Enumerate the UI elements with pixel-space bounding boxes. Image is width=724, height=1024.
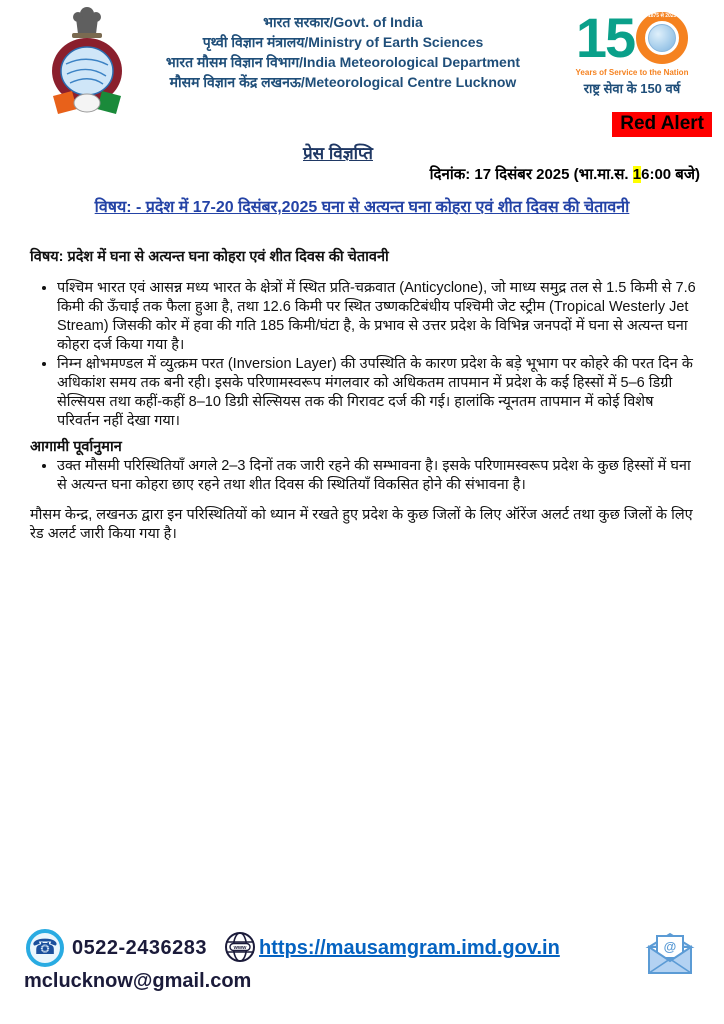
logo150-caption-hi: राष्ट्र सेवा के 150 वर्ष	[583, 81, 681, 96]
svg-text:www: www	[233, 945, 247, 951]
forecast-bullet: • उक्त मौसमी परिस्थितियाँ अगले 2–3 दिनों तक जारी रहने की सम्भावना है। इसके परिणामस्वरूप प्रदेश के कुछ हिस्सों में घना से अत्यन्त घना कोहरा छाए रहने तथा शीत दिवस की स्थितियाँ विकसित होने की संभावना है।	[57, 457, 698, 495]
date-line	[430, 164, 700, 184]
logo150-caption-en: Years of Service to the Nation	[575, 68, 689, 77]
observation-bullet: • निम्न क्षोभमण्डल में व्युत्क्रम परत (Inversion Layer) की उपस्थिति के कारण प्रदेश के बड़े भूभाग पर कोहरे की परत दिन के अधिकांश समय तक बनी रही। इसके परिणामस्वरूप मंगलवार को अधिकतम तापमान में प्रदेश के कई हिस्सों में 5–6 डिग्री सेल्सियस तथा कहीं-कहीं 8–10 डिग्री सेल्सियस तक की गिरावट दर्ज की गई। हालांकि न्यूनतम तापमान में कोई विशेष परिवर्तन नहीं देखा गया।	[57, 355, 698, 431]
logo150-zero-globe-icon	[636, 12, 688, 64]
org-line-centre: मौसम विज्ञान केंद्र लखनऊ/Meteorological Centre Lucknow	[169, 74, 517, 90]
observation-bullet-list	[30, 279, 698, 431]
org-header	[128, 12, 558, 92]
date-prefix: दिनांक: 17 दिसंबर 2025 (भा.मा.स.	[429, 166, 633, 183]
subject-heading: विषय: प्रदेश में घना से अत्यन्त घना कोहरा एवं शीत दिवस की चेतावनी	[30, 249, 389, 265]
logo150-arc-text: 1875 से 2025	[647, 13, 677, 19]
org-line-govt: भारत सरकार/Govt. of India	[263, 14, 423, 30]
imd-emblem-icon	[36, 4, 138, 116]
website-link[interactable]: https://mausamgram.imd.gov.in	[259, 936, 560, 959]
imd-emblem-logo	[36, 4, 138, 116]
phone-number: 0522-2436283	[72, 936, 208, 959]
closing-paragraph: मौसम केन्द्र, लखनऊ द्वारा इन परिस्थितियों को ध्यान में रखते हुए प्रदेश के कुछ जिलों के लिए ऑरेंज अलर्ट तथा कुछ जिलों के लिए रेड अलर्ट जारी किया गया है।	[30, 507, 693, 542]
body-content	[30, 248, 698, 544]
forecast-heading: आगामी पूर्वानुमान	[30, 439, 122, 455]
date-highlight: 1	[632, 166, 642, 183]
email-envelope-icon	[644, 930, 696, 981]
subject-line: विषय: - प्रदेश में 17-20 दिसंबर,2025 घना से अत्यन्त घना कोहरा एवं शीत दिवस की चेतावनी	[94, 199, 630, 216]
logo150-digits: 15	[575, 6, 635, 69]
date-suffix: 6:00 बजे)	[641, 166, 700, 183]
forecast-bullet-list	[30, 457, 698, 495]
globe-www-icon	[223, 930, 257, 970]
email-address: mclucknow@gmail.com	[24, 970, 252, 992]
svg-text:@: @	[663, 939, 677, 954]
telephone-icon: ☎	[26, 929, 64, 967]
footer-contact-row	[26, 928, 560, 968]
press-release-title: प्रेस विज्ञप्ति	[303, 144, 373, 163]
org-line-department: भारत मौसम विज्ञान विभाग/India Meteorological Department	[165, 54, 521, 70]
imd-150-years-logo	[548, 6, 716, 97]
org-line-ministry: पृथ्वी विज्ञान मंत्रालय/Ministry of Earth Sciences	[202, 34, 484, 50]
observation-bullet: • पश्चिम भारत एवं आसन्न मध्य भारत के क्षेत्रों में स्थित प्रति-चक्रवात (Anticyclone), जो माध्य समुद्र तल से 1.5 किमी से 7.6 किमी की ऊँचाई तक फैला हुआ है, तथा 12.6 किमी पर स्थित उष्णकटिबंधीय पश्चिमी जेट स्ट्रीम (Tropical Westerly Jet Stream) जिसकी कोर में हवा की गति 185 किमी/घंटा है, के प्रभाव से उत्तर प्रदेश के विभिन्न जनपदों में घना से अत्यन्त घना कोहरा दर्ज किया गया है।	[57, 279, 698, 355]
red-alert-badge: Red Alert	[612, 112, 712, 137]
